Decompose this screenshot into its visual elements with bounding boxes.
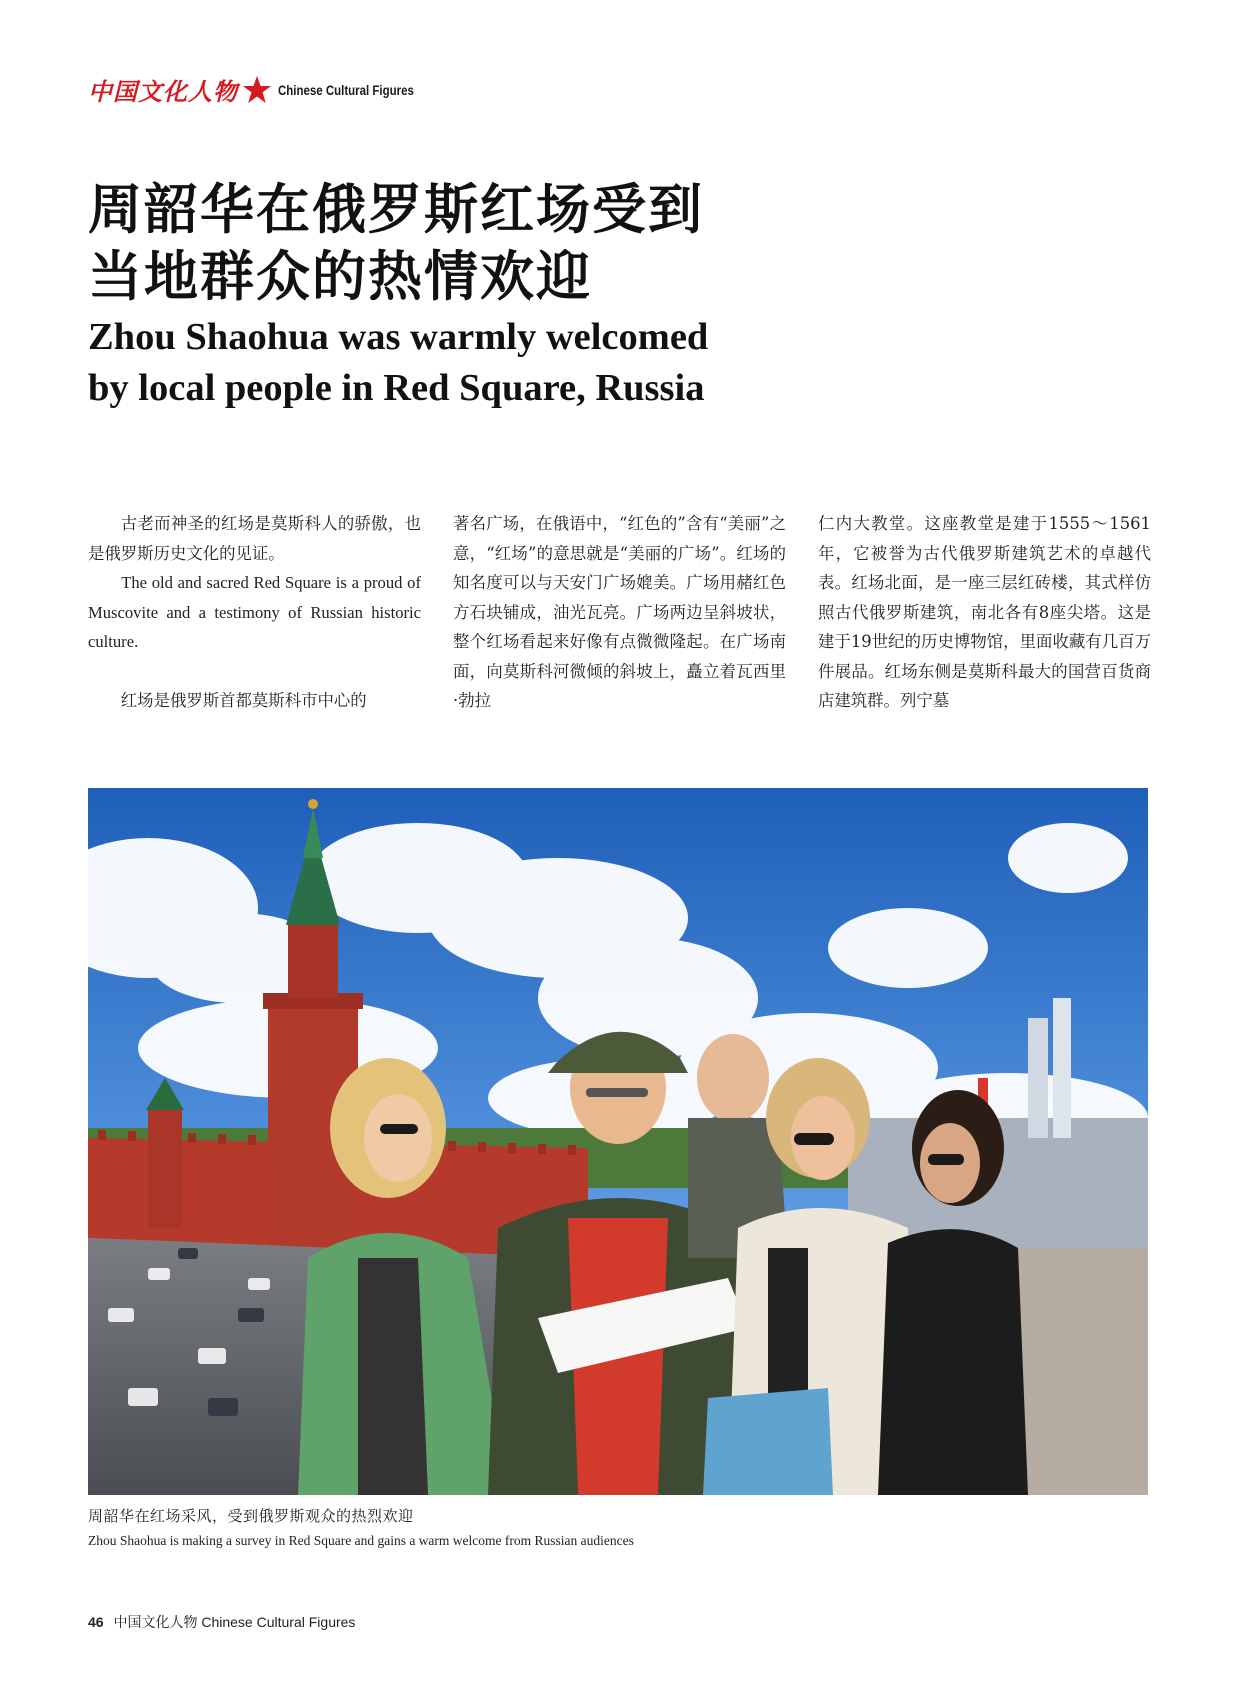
body-paragraph-cont-2: 仁内大教堂。这座教堂是建于1555～1561年，它被誉为古代俄罗斯建筑艺术的卓越代表。红场北面，是一座三层红砖楼，其式样仿照古代俄罗斯建筑，南北各有8座尖塔。这是建于19世纪的历史博物馆，里面收藏有几百万件展品。红场东侧是莫斯科最大的国营百货商店建筑群。列宁墓 — [818, 514, 1151, 710]
magazine-header — [88, 72, 444, 107]
photo-illustration — [88, 788, 1148, 1495]
body-column-2 — [453, 509, 786, 716]
article-title-en — [88, 312, 808, 414]
body-paragraph-cn-intro: 古老而神圣的红场是莫斯科人的骄傲，也是俄罗斯历史文化的见证。 — [88, 514, 421, 563]
article-title-cn — [88, 176, 704, 310]
magazine-logo-cn: 中国文化人物 — [88, 77, 238, 106]
title-en-line-2: by local people in Red Square, Russia — [88, 367, 705, 409]
title-cn-line-1: 周韶华在俄罗斯红场受到 — [88, 177, 704, 241]
page-number: 46 — [88, 1614, 104, 1630]
footer-publication: 中国文化人物 Chinese Cultural Figures — [113, 1614, 356, 1630]
photo-caption-cn: 周韶华在红场采风，受到俄罗斯观众的热烈欢迎 — [88, 1507, 414, 1525]
title-cn-line-2: 当地群众的热情欢迎 — [88, 244, 592, 308]
body-paragraph-en-intro: The old and sacred Red Square is a proud of Muscovite and a testimony of Russian historic culture. — [88, 573, 421, 651]
body-paragraph-cont-1: 著名广场，在俄语中，“红色的”含有“美丽”之意，“红场”的意思就是“美丽的广场”。红场的知名度可以与天安门广场媲美。广场用赭红色方石块铺成，油光瓦亮。广场两边呈斜坡状，整个红场看起来好像有点微微隆起。在广场南面，向莫斯科河微倾的斜坡上，矗立着瓦西里·勃拉 — [453, 514, 786, 710]
page-footer — [88, 1612, 355, 1632]
magazine-logo-en: Chinese Cultural Figures — [278, 81, 414, 98]
red-square-photo — [88, 788, 1148, 1495]
photo-caption-en: Zhou Shaohua is making a survey in Red Square and gains a warm welcome from Russian audiences — [88, 1533, 634, 1548]
title-en-line-1: Zhou Shaohua was warmly welcomed — [88, 316, 709, 358]
body-column-3 — [818, 509, 1151, 716]
body-paragraph-cn-main: 红场是俄罗斯首都莫斯科市中心的 — [120, 690, 367, 710]
star-icon — [242, 75, 272, 105]
body-column-1 — [88, 509, 421, 715]
